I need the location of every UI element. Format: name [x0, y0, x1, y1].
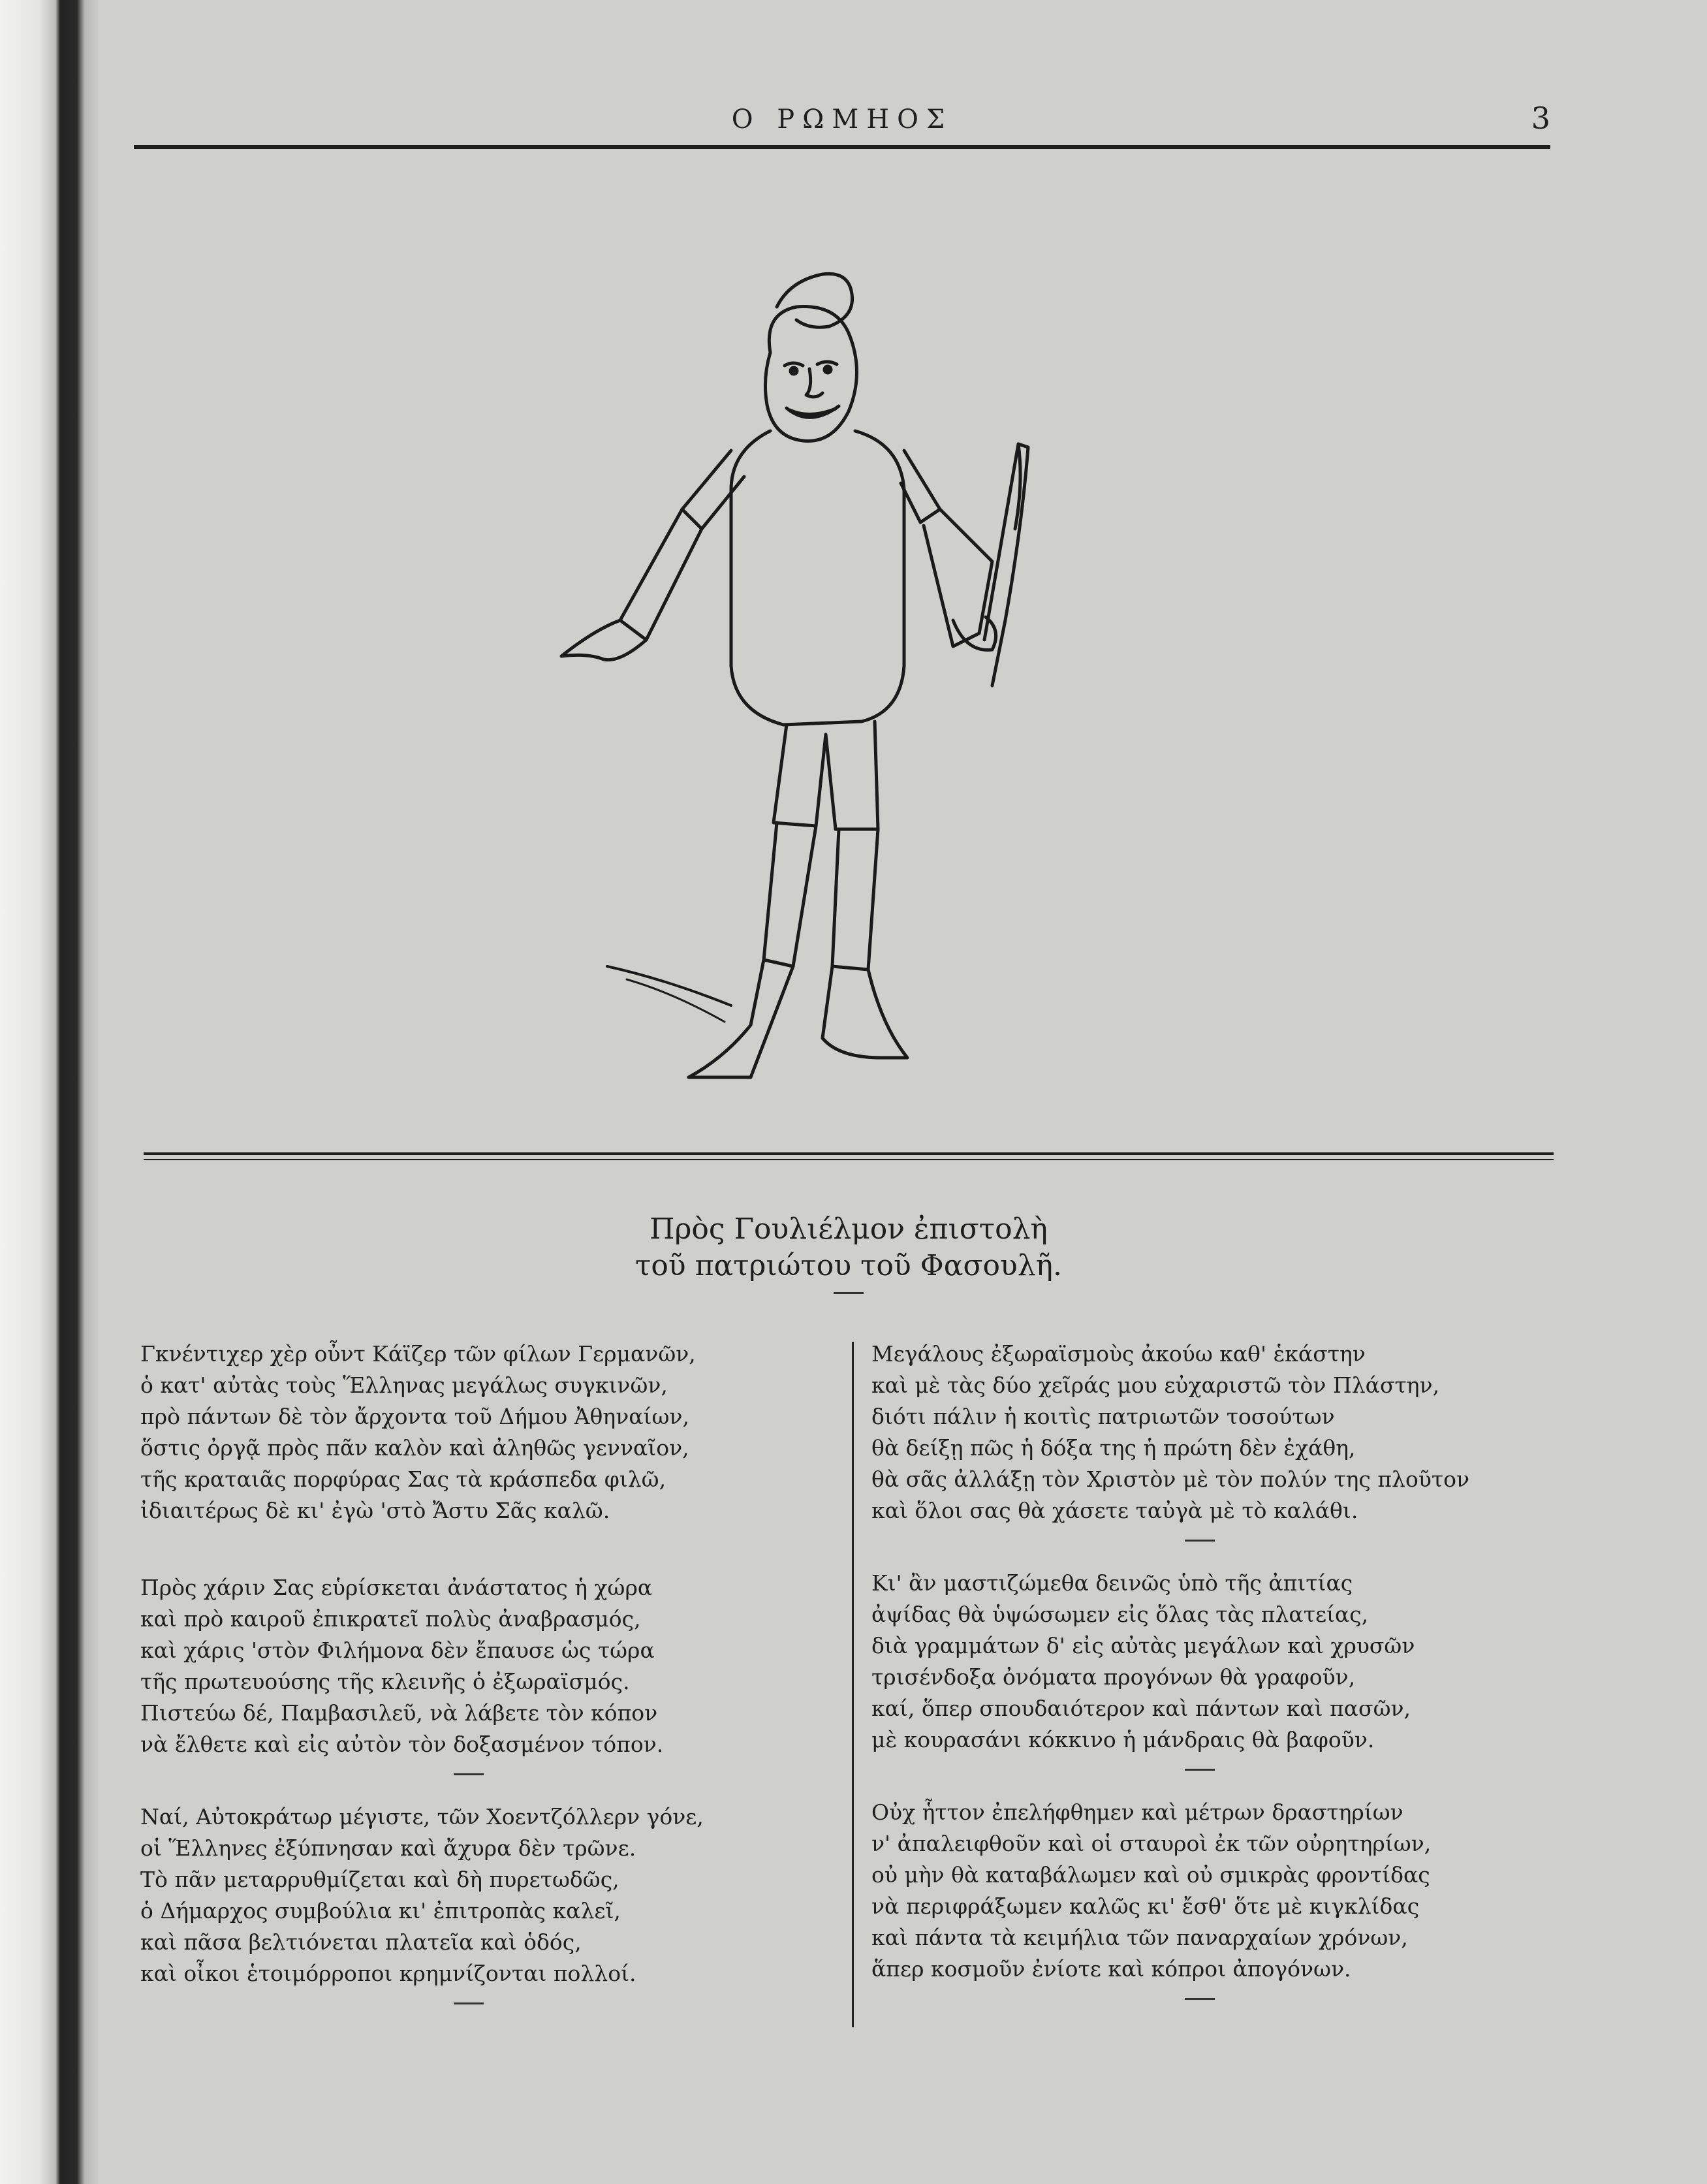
- stanza-dash: [454, 2002, 484, 2004]
- verse-line: Τὸ πᾶν μεταρρυθμίζεται καὶ δὴ πυρετωδῶς,: [140, 1867, 619, 1892]
- verse-line: καί, ὅπερ σπουδαιότερον καὶ πάντων καὶ πασῶν,: [871, 1696, 1411, 1721]
- verse-line: οὐ μὴν θὰ καταβάλωμεν καὶ οὐ σμικρὰς φροντίδας: [871, 1862, 1430, 1888]
- verse-line: τῆς κραταιᾶς πορφύρας Σας τὰ κράσπεδα φιλῶ,: [140, 1466, 666, 1492]
- verse-line: τρισένδοξα ὀνόματα προγόνων θὰ γραφοῦν,: [871, 1664, 1356, 1690]
- verse-line: νὰ ἔλθετε καὶ εἰς αὐτὸν τὸν δοξασμένον τόπον.: [140, 1732, 664, 1757]
- verse-line: θὰ σᾶς ἀλλάξῃ τὸν Χριστὸν μὲ τὸν πολύν της πλοῦτον: [871, 1466, 1470, 1492]
- poem-title-line-1: Πρὸς Γουλιέλμον ἐπιστολὴ: [650, 1212, 1048, 1246]
- section-rule: [144, 1152, 1554, 1155]
- verse-line: τῆς πρωτευούσης τῆς κλεινῆς ὁ ἐξωραϊσμός.: [140, 1669, 630, 1694]
- stanza: [871, 1568, 1550, 1756]
- verse-line: ἅπερ κοσμοῦν ἐνίοτε καὶ κόπροι ἀπογόνων.: [871, 1956, 1351, 1982]
- stanza-dash: [1185, 1769, 1215, 1771]
- verse-line: ὁ Δήμαρχος συμβούλια κι' ἐπιτροπὰς καλεῖ,: [140, 1898, 621, 1923]
- running-title: Ο ΡΩΜΗΟΣ: [731, 104, 953, 135]
- verse-line: ὁ κατ' αὐτὰς τοὺς Ἕλληνας μεγάλως συγκινῶν,: [140, 1372, 668, 1398]
- right-column: [871, 1338, 1550, 2026]
- verse-line: νὰ περιφράξωμεν καλῶς κι' ἔσθ' ὅτε μὲ κιγκλίδας: [871, 1893, 1420, 1919]
- section-rule-thin: [144, 1159, 1554, 1160]
- stanza: [871, 1338, 1550, 1527]
- verse-line: καὶ χάρις 'στὸν Φιλήμονα δὲν ἔπαυσε ὡς τώρα: [140, 1638, 655, 1663]
- page-number: 3: [1531, 101, 1550, 136]
- verse-line: ἀψίδας θὰ ὑψώσωμεν εἰς ὅλας τὰς πλατείας,: [871, 1602, 1369, 1627]
- verse-line: Κι' ἂν μαστιζώμεθα δεινῶς ὑπὸ τῆς ἀπιτίας: [871, 1570, 1353, 1596]
- stanza: [140, 1338, 819, 1527]
- verse-line: διότι πάλιν ἡ κοιτὶς πατριωτῶν τοσούτων: [871, 1404, 1335, 1429]
- title-dash: [834, 1292, 864, 1294]
- verse-line: οἱ Ἕλληνες ἐξύπνησαν καὶ ἄχυρα δὲν τρῶνε.: [140, 1835, 636, 1861]
- stanza-dash: [1185, 1540, 1215, 1542]
- verse-line: Οὐχ ἧττον ἐπελήφθημεν καὶ μέτρων δραστηρίων: [871, 1799, 1403, 1825]
- verse-line: καὶ ὅλοι σας θὰ χάσετε ταὐγὰ μὲ τὸ καλάθι.: [871, 1498, 1358, 1523]
- verse-line: ν' ἀπαλειφθοῦν καὶ οἱ σταυροὶ ἐκ τῶν οὐρητηρίων,: [871, 1831, 1432, 1856]
- verse-line: Πιστεύω δέ, Παμβασιλεῦ, νὰ λάβετε τὸν κόπον: [140, 1700, 658, 1726]
- stanza-dash: [1185, 1998, 1215, 2000]
- verse-line: Γκνέντιχερ χὲρ οὖντ Κάϊζερ τῶν φίλων Γερμανῶν,: [140, 1341, 696, 1367]
- verse-line: καὶ πᾶσα βελτιόνεται πλατεῖα καὶ ὁδός,: [140, 1929, 582, 1955]
- verse-line: θὰ δείξῃ πῶς ἡ δόξα της ἡ πρώτη δὲν ἐχάθη,: [871, 1435, 1356, 1461]
- left-column: [140, 1338, 819, 2031]
- verse-line: καὶ μὲ τὰς δύο χεῖράς μου εὐχαριστῶ τὸν Πλάστην,: [871, 1372, 1440, 1398]
- verse-line: καὶ πρὸ καιροῦ ἐπικρατεῖ πολὺς ἀναβρασμός,: [140, 1606, 641, 1632]
- verse-line: Ναί, Αὐτοκράτωρ μέγιστε, τῶν Χοεντζόλλερν γόνε,: [140, 1804, 704, 1829]
- stanza: [140, 1572, 819, 1760]
- poem-title: [457, 1211, 1240, 1294]
- verse-line: καὶ πάντα τὰ κειμήλια τῶν παναρχαίων χρόνων,: [871, 1925, 1408, 1950]
- header-rule: [134, 145, 1550, 149]
- verse-line: ἰδιαιτέρως δὲ κι' ἐγὼ 'στὸ Ἄστυ Σᾶς καλῶ.: [140, 1498, 610, 1523]
- page-header: [134, 98, 1550, 144]
- verse-line: μὲ κουρασάνι κόκκινο ἡ μάνδραις θὰ βαφοῦν.: [871, 1727, 1375, 1752]
- stanza-dash: [454, 1773, 484, 1775]
- verse-line: καὶ οἶκοι ἑτοιμόρροποι κρημνίζονται πολλοί.: [140, 1961, 636, 1986]
- verse-line: Μεγάλους ἐξωραϊσμοὺς ἀκούω καθ' ἑκάστην: [871, 1341, 1366, 1367]
- poem-title-line-2: τοῦ πατριώτου τοῦ Φασουλῆ.: [635, 1249, 1062, 1282]
- caricature-figure-icon: [535, 255, 1123, 1097]
- verse-line: πρὸ πάντων δὲ τὸν ἄρχοντα τοῦ Δήμου Ἀθηναίων,: [140, 1404, 689, 1429]
- verse-line: Πρὸς χάριν Σας εὑρίσκεται ἀνάστατος ἡ χώρα: [140, 1575, 653, 1600]
- page-binding-edge: [0, 0, 98, 2184]
- stanza: [871, 1797, 1550, 1985]
- stanza: [140, 1801, 819, 1989]
- verse-line: διὰ γραμμάτων δ' εἰς αὐτὰς μεγάλων καὶ χρυσῶν: [871, 1633, 1415, 1658]
- verse-line: ὅστις ὀργᾷ πρὸς πᾶν καλὸν καὶ ἀληθῶς γενναῖον,: [140, 1435, 689, 1461]
- column-divider: [852, 1342, 854, 2027]
